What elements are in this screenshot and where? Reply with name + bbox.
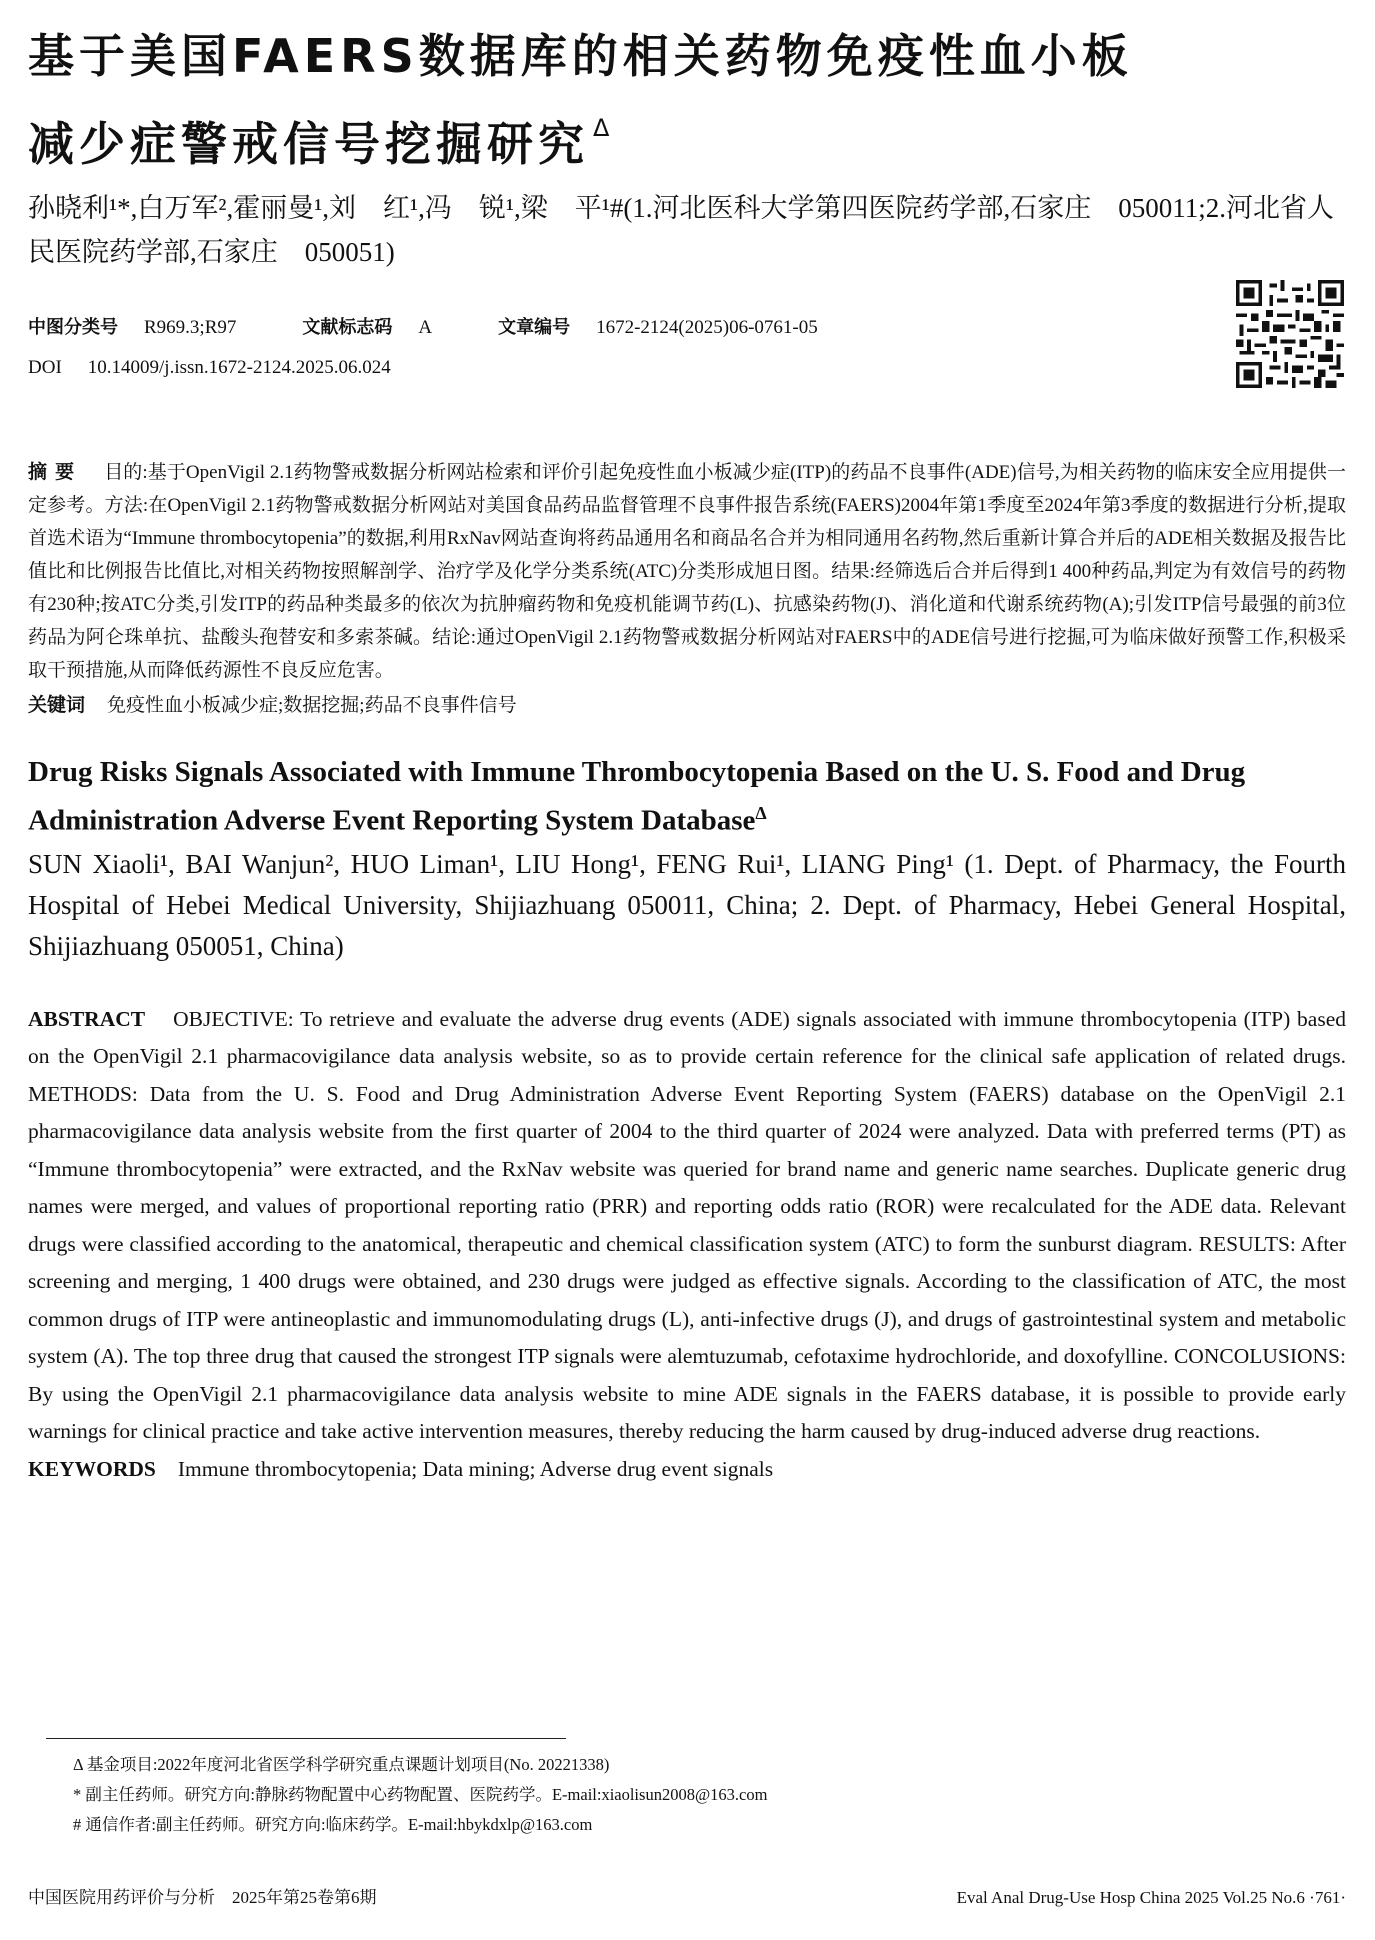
abstract-cn-text: 目的:基于OpenVigil 2.1药物警戒数据分析网站检索和评价引起免疫性血小板减少症(ITP)的药品不良事件(ADE)信号,为相关药物的临床安全应用提供一定参考。方法:在OpenVigil 2.1药物警戒数据分析网站对美国食品药品监督管理不良事件报告系统(FAERS)2004年第1季度至2024年第3季度的数据进行分析,提取首选术语为“Immune thrombocytopenia”的数据,利用RxNav网站查询将药品通用名和商品名合并为相同通用名药物,然后重新计算合并后的ADE相关数据及报告比值比和比例报告比值比,对相关药物按照解剖学、治疗学及化学分类系统(ATC)分类形成旭日图。结果:经筛选后合并后得到1 400种药品,判定为有效信号的药物有230种;按ATC分类,引发ITP的药品种类最多的依次为抗肿瘤药物和免疫机能调节药(L)、抗感染药物(J)、消化道和代谢系统药物(A);引发ITP信号最强的前3位药品为阿仑珠单抗、盐酸头孢替安和多索茶碱。结论:通过OpenVigil 2.1药物警戒数据分析网站对FAERS中的ADE信号进行挖掘,可为临床做好预警工作,积极采取干预措施,从而降低药源性不良反应危害。 — [28, 462, 1346, 681]
meta-row-classification — [28, 308, 1346, 348]
authors-cn: 孙晓利¹*,白万军²,霍丽曼¹,刘 红¹,冯 锐¹,梁 平¹#(1.河北医科大学第四医院药学部,石家庄 050011;2.河北省人民医院药学部,石家庄 050051) — [28, 193, 1335, 267]
qr-code-icon[interactable] — [1236, 280, 1344, 388]
abstract-cn — [28, 456, 1346, 687]
title-en — [28, 752, 1346, 842]
abstract-en-label: ABSTRACT — [28, 1006, 146, 1031]
footnotes — [73, 1750, 767, 1840]
doi-value: 10.14009/j.issn.1672-2124.2025.06.024 — [87, 357, 391, 378]
keywords-cn-label: 关键词 — [28, 694, 86, 716]
clc-value: R969.3;R97 — [144, 317, 237, 338]
clc-label: 中图分类号 — [28, 317, 118, 338]
footnote-corresponding-author: # 通信作者:副主任药师。研究方向:临床药学。E-mail:hbykdxlp@163.com — [73, 1815, 593, 1834]
authors-en: SUN Xiaoli¹, BAI Wanjun², HUO Liman¹, LIU Hong¹, FENG Rui¹, LIANG Ping¹ (1. Dept. of Pharmacy, the Fourth Hospital of Hebei Medical University, Shijiazhuang 050011, China; 2. Dept. of Pharmacy, Hebei General Hospital, Shijiazhuang 050051, China) — [28, 848, 1346, 961]
article-no-label: 文章编号 — [498, 317, 571, 338]
footnote-first-author: * 副主任药师。研究方向:静脉药物配置中心药物配置、医院药学。E-mail:xiaolisun2008@163.com — [73, 1785, 768, 1804]
article-no-value: 1672-2124(2025)06-0761-05 — [596, 317, 818, 338]
footnote-fund: Δ 基金项目:2022年度河北省医学科学研究重点课题计划项目(No. 20221338) — [73, 1755, 610, 1774]
title-cn-line2: 减少症警戒信号挖掘研究 — [28, 117, 589, 171]
title-cn-fund-mark: Δ — [593, 114, 615, 142]
title-cn-line1: 基于美国FAERS数据库的相关药物免疫性血小板 — [28, 29, 1133, 83]
keywords-cn — [28, 689, 1346, 722]
meta-row-doi — [28, 348, 1346, 388]
doi-label: DOI — [28, 357, 62, 378]
keywords-cn-text: 免疫性血小板减少症;数据挖掘;药品不良事件信号 — [107, 695, 517, 716]
abstract-en — [28, 1001, 1346, 1451]
footer-journal-en: Eval Anal Drug-Use Hosp China 2025 Vol.25 No.6 ·761· — [956, 1888, 1346, 1907]
keywords-en — [28, 1451, 1346, 1489]
keywords-en-text: Immune thrombocytopenia; Data mining; Adverse drug event signals — [177, 1456, 774, 1481]
doc-code-label: 文献标志码 — [302, 317, 393, 338]
title-en-text: Drug Risks Signals Associated with Immune Thrombocytopenia Based on the U. S. Food and Drug Administration Adverse Event Reporting System Database — [28, 756, 1246, 837]
abstract-cn-label: 摘要 — [28, 461, 83, 483]
article-meta — [28, 308, 1346, 420]
doc-code-value: A — [418, 317, 433, 338]
abstract-en-text: OBJECTIVE: To retrieve and evaluate the adverse drug events (ADE) signals associated with immune thrombocytopenia (ITP) based on the OpenVigil 2.1 pharmacovigilance data analysis website, so as to provide certain reference for the clinical safe application of related drugs. METHODS: Data from the U. S. Food and Drug Administration Adverse Event Reporting System (FAERS) database on the OpenVigil 2.1 pharmacovigilance data analysis website from the first quarter of 2004 to the third quarter of 2024 were analyzed. Data with preferred terms (PT) as “Immune thrombocytopenia” were extracted, and the RxNav website was queried for brand name and generic name searches. Duplicate generic drug names were merged, and values of proportional reporting ratio (PRR) and reporting odds ratio (ROR) were recalculated for the ADE data. Relevant drugs were classified according to the anatomical, therapeutic and chemical classification system (ATC) to form the sunburst diagram. RESULTS: After screening and merging, 1 400 drugs were obtained, and 230 drugs were judged as effective signals. According to the classification of ATC, the most common drugs of ITP were antineoplastic and immunomodulating drugs (L), anti-infective drugs (J), and drugs of gastrointestinal system and metabolic system (A). The top three drug that caused the strongest ITP signals were alemtuzumab, cefotaxime hydrochloride, and doxofylline. CONCOLUSIONS: By using the OpenVigil 2.1 pharmacovigilance data analysis website to mine ADE signals in the FAERS database, it is possible to provide early warnings for clinical practice and take active intervention measures, thereby reducing the harm caused by drug-induced adverse drug reactions. — [28, 1006, 1346, 1444]
footnote-divider — [46, 1738, 566, 1739]
title-en-fund-mark: Δ — [755, 803, 767, 823]
article-page — [28, 20, 1346, 1920]
title-cn — [28, 20, 1346, 180]
keywords-en-label: KEYWORDS — [28, 1456, 156, 1481]
footer-journal-cn: 中国医院用药评价与分析 2025年第25卷第6期 — [28, 1888, 377, 1907]
